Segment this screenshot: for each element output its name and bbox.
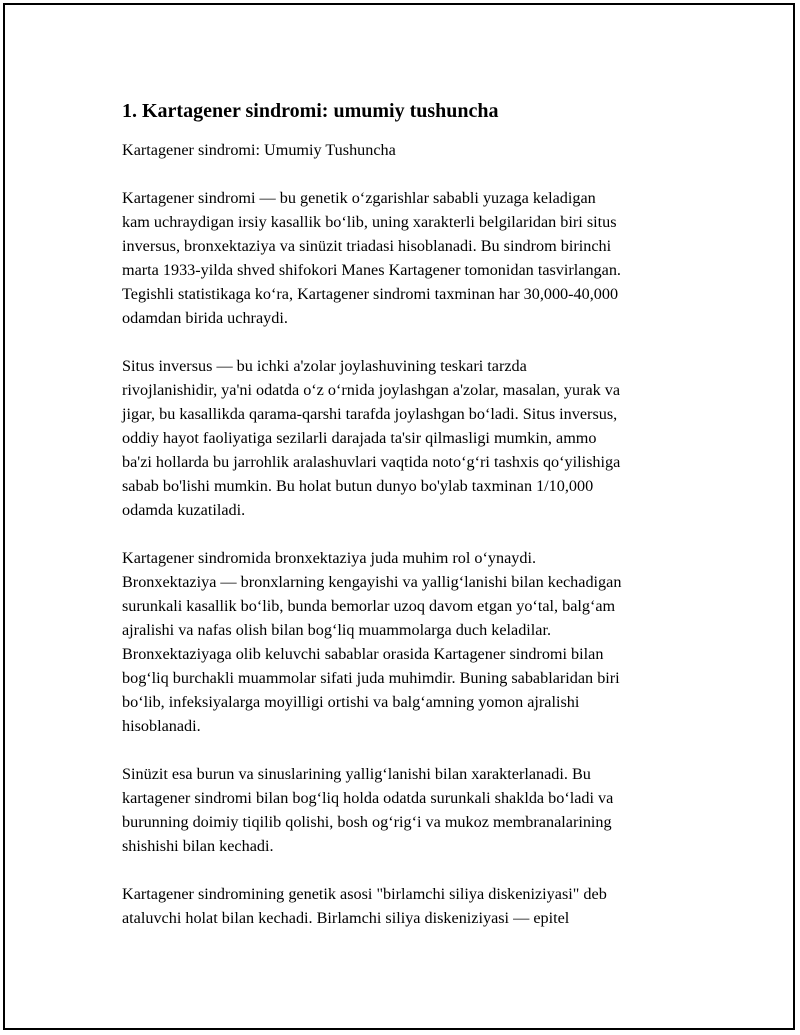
text-line: Kartagener sindromi — bu genetik oʻzgarishlar sababli yuzaga keladigan <box>122 189 596 207</box>
text-line: marta 1933-yilda shved shifokori Manes Kartagener tomonidan tasvirlangan. <box>122 261 621 279</box>
text-line: bogʻliq burchakli muammolar sifati juda muhimdir. Buning sabablaridan biri <box>122 669 620 687</box>
text-line: jigar, bu kasallikda qarama-qarshi tarafda joylashgan boʻladi. Situs inversus, <box>122 405 618 423</box>
text-line: Sinüzit esa burun va sinuslarining yalligʻlanishi bilan xarakterlanadi. Bu <box>122 765 591 783</box>
text-line: Tegishli statistikaga koʻra, Kartagener sindromi taxminan har 30,000-40,000 <box>122 285 619 303</box>
text-line: burunning doimiy tiqilib qolishi, bosh ogʻrigʻi va mukoz membranalarining <box>122 813 612 831</box>
document-title: 1. Kartagener sindromi: umumiy tushuncha <box>122 100 499 122</box>
text-line: ajralishi va nafas olish bilan bogʻliq muammolarga duch keladilar. <box>122 621 552 639</box>
document-subtitle: Kartagener sindromi: Umumiy Tushuncha <box>122 141 396 159</box>
text-line: odamda kuzatiladi. <box>122 501 246 519</box>
text-line: ataluvchi holat bilan kechadi. Birlamchi siliya diskeniziyasi — epitel <box>122 909 570 927</box>
text-line: Kartagener sindromining genetik asosi "birlamchi siliya diskeniziyasi" deb <box>122 885 607 903</box>
text-line: hisoblanadi. <box>122 717 201 735</box>
text-line: kam uchraydigan irsiy kasallik boʻlib, uning xarakterli belgilaridan biri situs <box>122 213 617 231</box>
text-line: Bronxektaziya — bronxlarning kengayishi va yalligʻlanishi bilan kechadigan <box>122 573 622 591</box>
paragraph-genetic-basis <box>122 882 692 930</box>
text-line: surunkali kasallik boʻlib, bunda bemorlar uzoq davom etgan yoʻtal, balgʻam <box>122 597 616 615</box>
text-line: Kartagener sindromida bronxektaziya juda muhim rol oʻynaydi. <box>122 549 537 567</box>
document-body <box>122 99 692 930</box>
text-line: odamdan birida uchraydi. <box>122 309 288 327</box>
text-line: boʻlib, infeksiyalarga moyilligi ortishi va balgʻamning yomon ajralishi <box>122 693 580 711</box>
text-line: shishishi bilan kechadi. <box>122 837 274 855</box>
text-line: Situs inversus — bu ichki a'zolar joylashuvining teskari tarzda <box>122 357 527 375</box>
text-line: sabab bo'lishi mumkin. Bu holat butun dunyo bo'ylab taxminan 1/10,000 <box>122 477 594 495</box>
paragraph-situs-inversus <box>122 354 692 522</box>
paragraph-bronchiectasis <box>122 546 692 738</box>
paragraph-sinusitis <box>122 762 692 858</box>
text-line: ba'zi hollarda bu jarrohlik aralashuvlari vaqtida notoʻgʻri tashxis qoʻyilishiga <box>122 453 621 471</box>
text-line: rivojlanishidir, ya'ni odatda oʻz oʻrnida joylashgan a'zolar, masalan, yurak va <box>122 381 621 399</box>
page-frame <box>3 3 795 1030</box>
paragraph-overview <box>122 186 692 330</box>
text-line: inversus, bronxektaziya va sinüzit triadasi hisoblanadi. Bu sindrom birinchi <box>122 237 612 255</box>
text-line: oddiy hayot faoliyatiga sezilarli darajada ta'sir qilmasligi mumkin, ammo <box>122 429 597 447</box>
text-line: kartagener sindromi bilan bogʻliq holda odatda surunkali shaklda boʻladi va <box>122 789 614 807</box>
text-line: Bronxektaziyaga olib keluvchi sabablar orasida Kartagener sindromi bilan <box>122 645 604 663</box>
